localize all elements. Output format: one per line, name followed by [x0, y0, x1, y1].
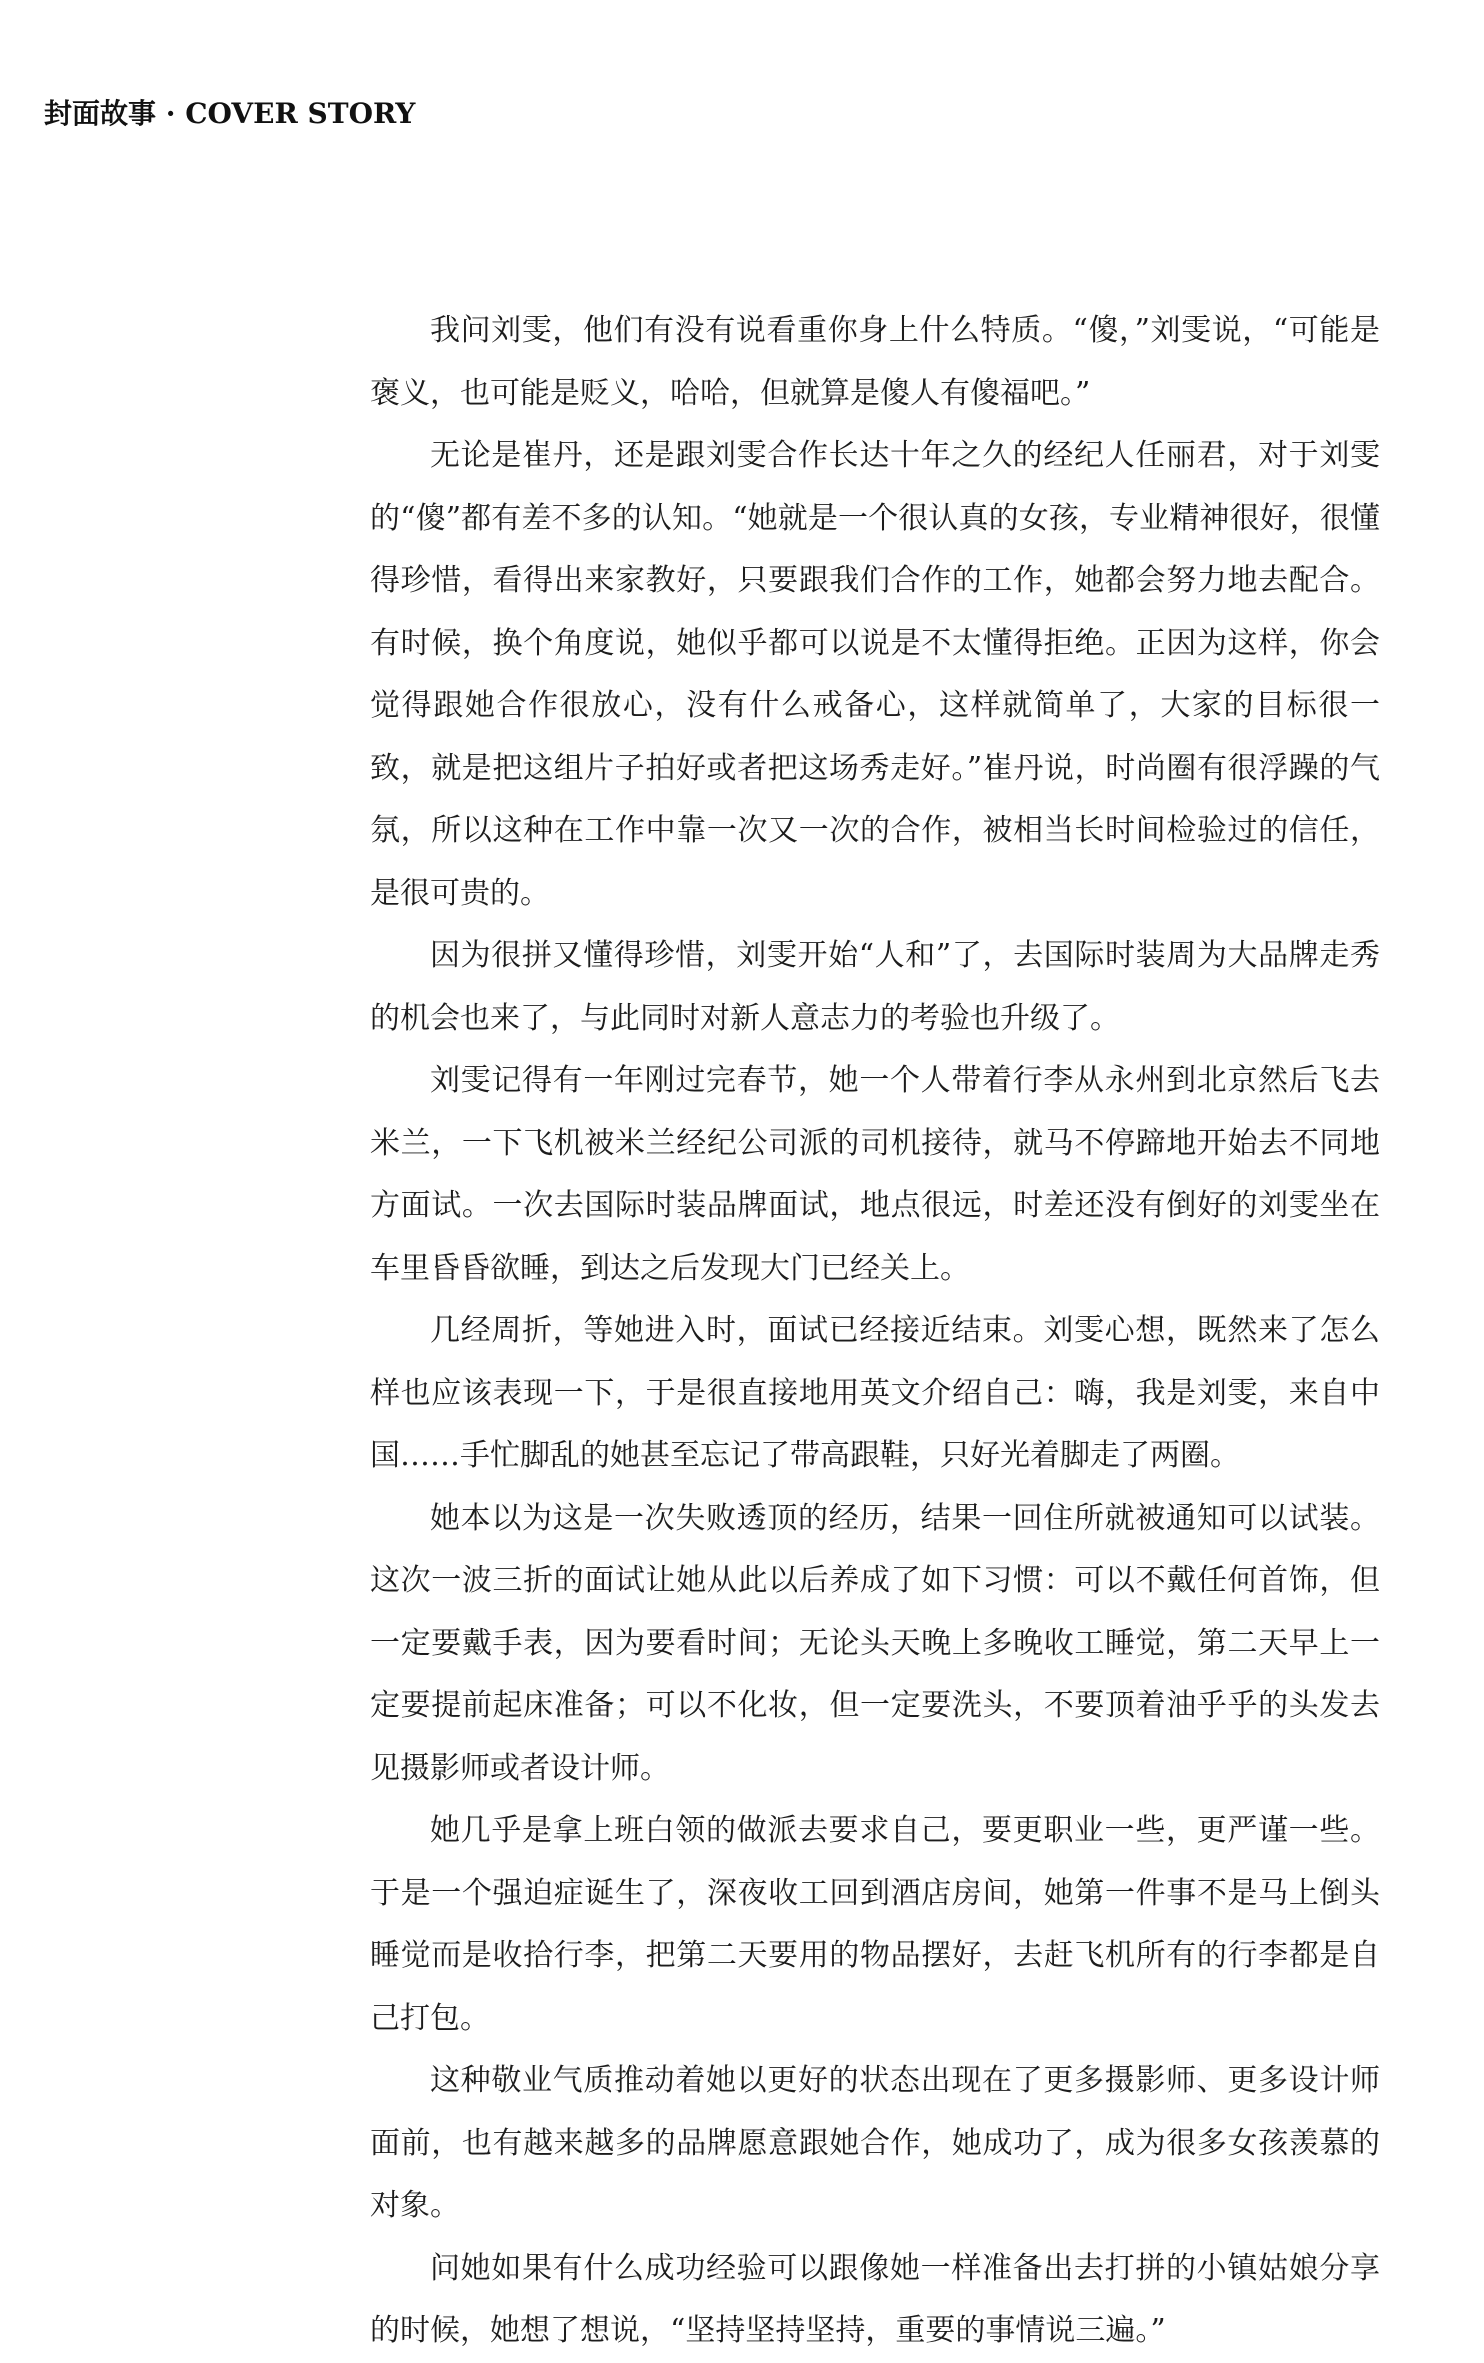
article-paragraph: 几经周折，等她进入时，面试已经接近结束。刘雯心想，既然来了怎么样也应该表现一下，于是很直接地用英文介绍自己：嗨，我是刘雯，来自中国……手忙脚乱的她甚至忘记了带高跟鞋，只好光着脚走了两圈。: [370, 1313, 1380, 1473]
article-body: [370, 300, 1380, 2363]
section-header: 封面故事 · COVER STORY: [44, 97, 416, 130]
article-paragraph: 这种敬业气质推动着她以更好的状态出现在了更多摄影师、更多设计师面前，也有越来越多的品牌愿意跟她合作，她成功了，成为很多女孩羡慕的对象。: [370, 2063, 1380, 2223]
article-paragraph: 我问刘雯，他们有没有说看重你身上什么特质。“傻，”刘雯说，“可能是褒义，也可能是贬义，哈哈，但就算是傻人有傻福吧。”: [370, 313, 1380, 411]
article-paragraph: 刘雯记得有一年刚过完春节，她一个人带着行李从永州到北京然后飞去米兰，一下飞机被米兰经纪公司派的司机接待，就马不停蹄地开始去不同地方面试。一次去国际时装品牌面试，地点很远，时差还没有倒好的刘雯坐在车里昏昏欲睡，到达之后发现大门已经关上。: [370, 1063, 1380, 1286]
article-paragraph: 因为很拼又懂得珍惜，刘雯开始“人和”了，去国际时装周为大品牌走秀的机会也来了，与此同时对新人意志力的考验也升级了。: [370, 938, 1380, 1036]
article-paragraph: 她本以为这是一次失败透顶的经历，结果一回住所就被通知可以试装。这次一波三折的面试让她从此以后养成了如下习惯：可以不戴任何首饰，但一定要戴手表，因为要看时间；无论头天晚上多晚收工睡觉，第二天早上一定要提前起床准备；可以不化妆，但一定要洗头，不要顶着油乎乎的头发去见摄影师或者设计师。: [370, 1500, 1380, 1786]
article-paragraph: 问她如果有什么成功经验可以跟像她一样准备出去打拼的小镇姑娘分享的时候，她想了想说，“坚持坚持坚持，重要的事情说三遍。”: [370, 2250, 1380, 2348]
article-paragraph: 她几乎是拿上班白领的做派去要求自己，要更职业一些，更严谨一些。于是一个强迫症诞生了，深夜收工回到酒店房间，她第一件事不是马上倒头睡觉而是收拾行李，把第二天要用的物品摆好，去赶飞机所有的行李都是自己打包。: [370, 1813, 1380, 2036]
article-paragraph: 无论是崔丹，还是跟刘雯合作长达十年之久的经纪人任丽君，对于刘雯的“傻”都有差不多的认知。“她就是一个很认真的女孩，专业精神很好，很懂得珍惜，看得出来家教好，只要跟我们合作的工作，她都会努力地去配合。有时候，换个角度说，她似乎都可以说是不太懂得拒绝。正因为这样，你会觉得跟她合作很放心，没有什么戒备心，这样就简单了，大家的目标很一致，就是把这组片子拍好或者把这场秀走好。”崔丹说，时尚圈有很浮躁的气氛，所以这种在工作中靠一次又一次的合作，被相当长时间检验过的信任，是很可贵的。: [370, 438, 1380, 911]
